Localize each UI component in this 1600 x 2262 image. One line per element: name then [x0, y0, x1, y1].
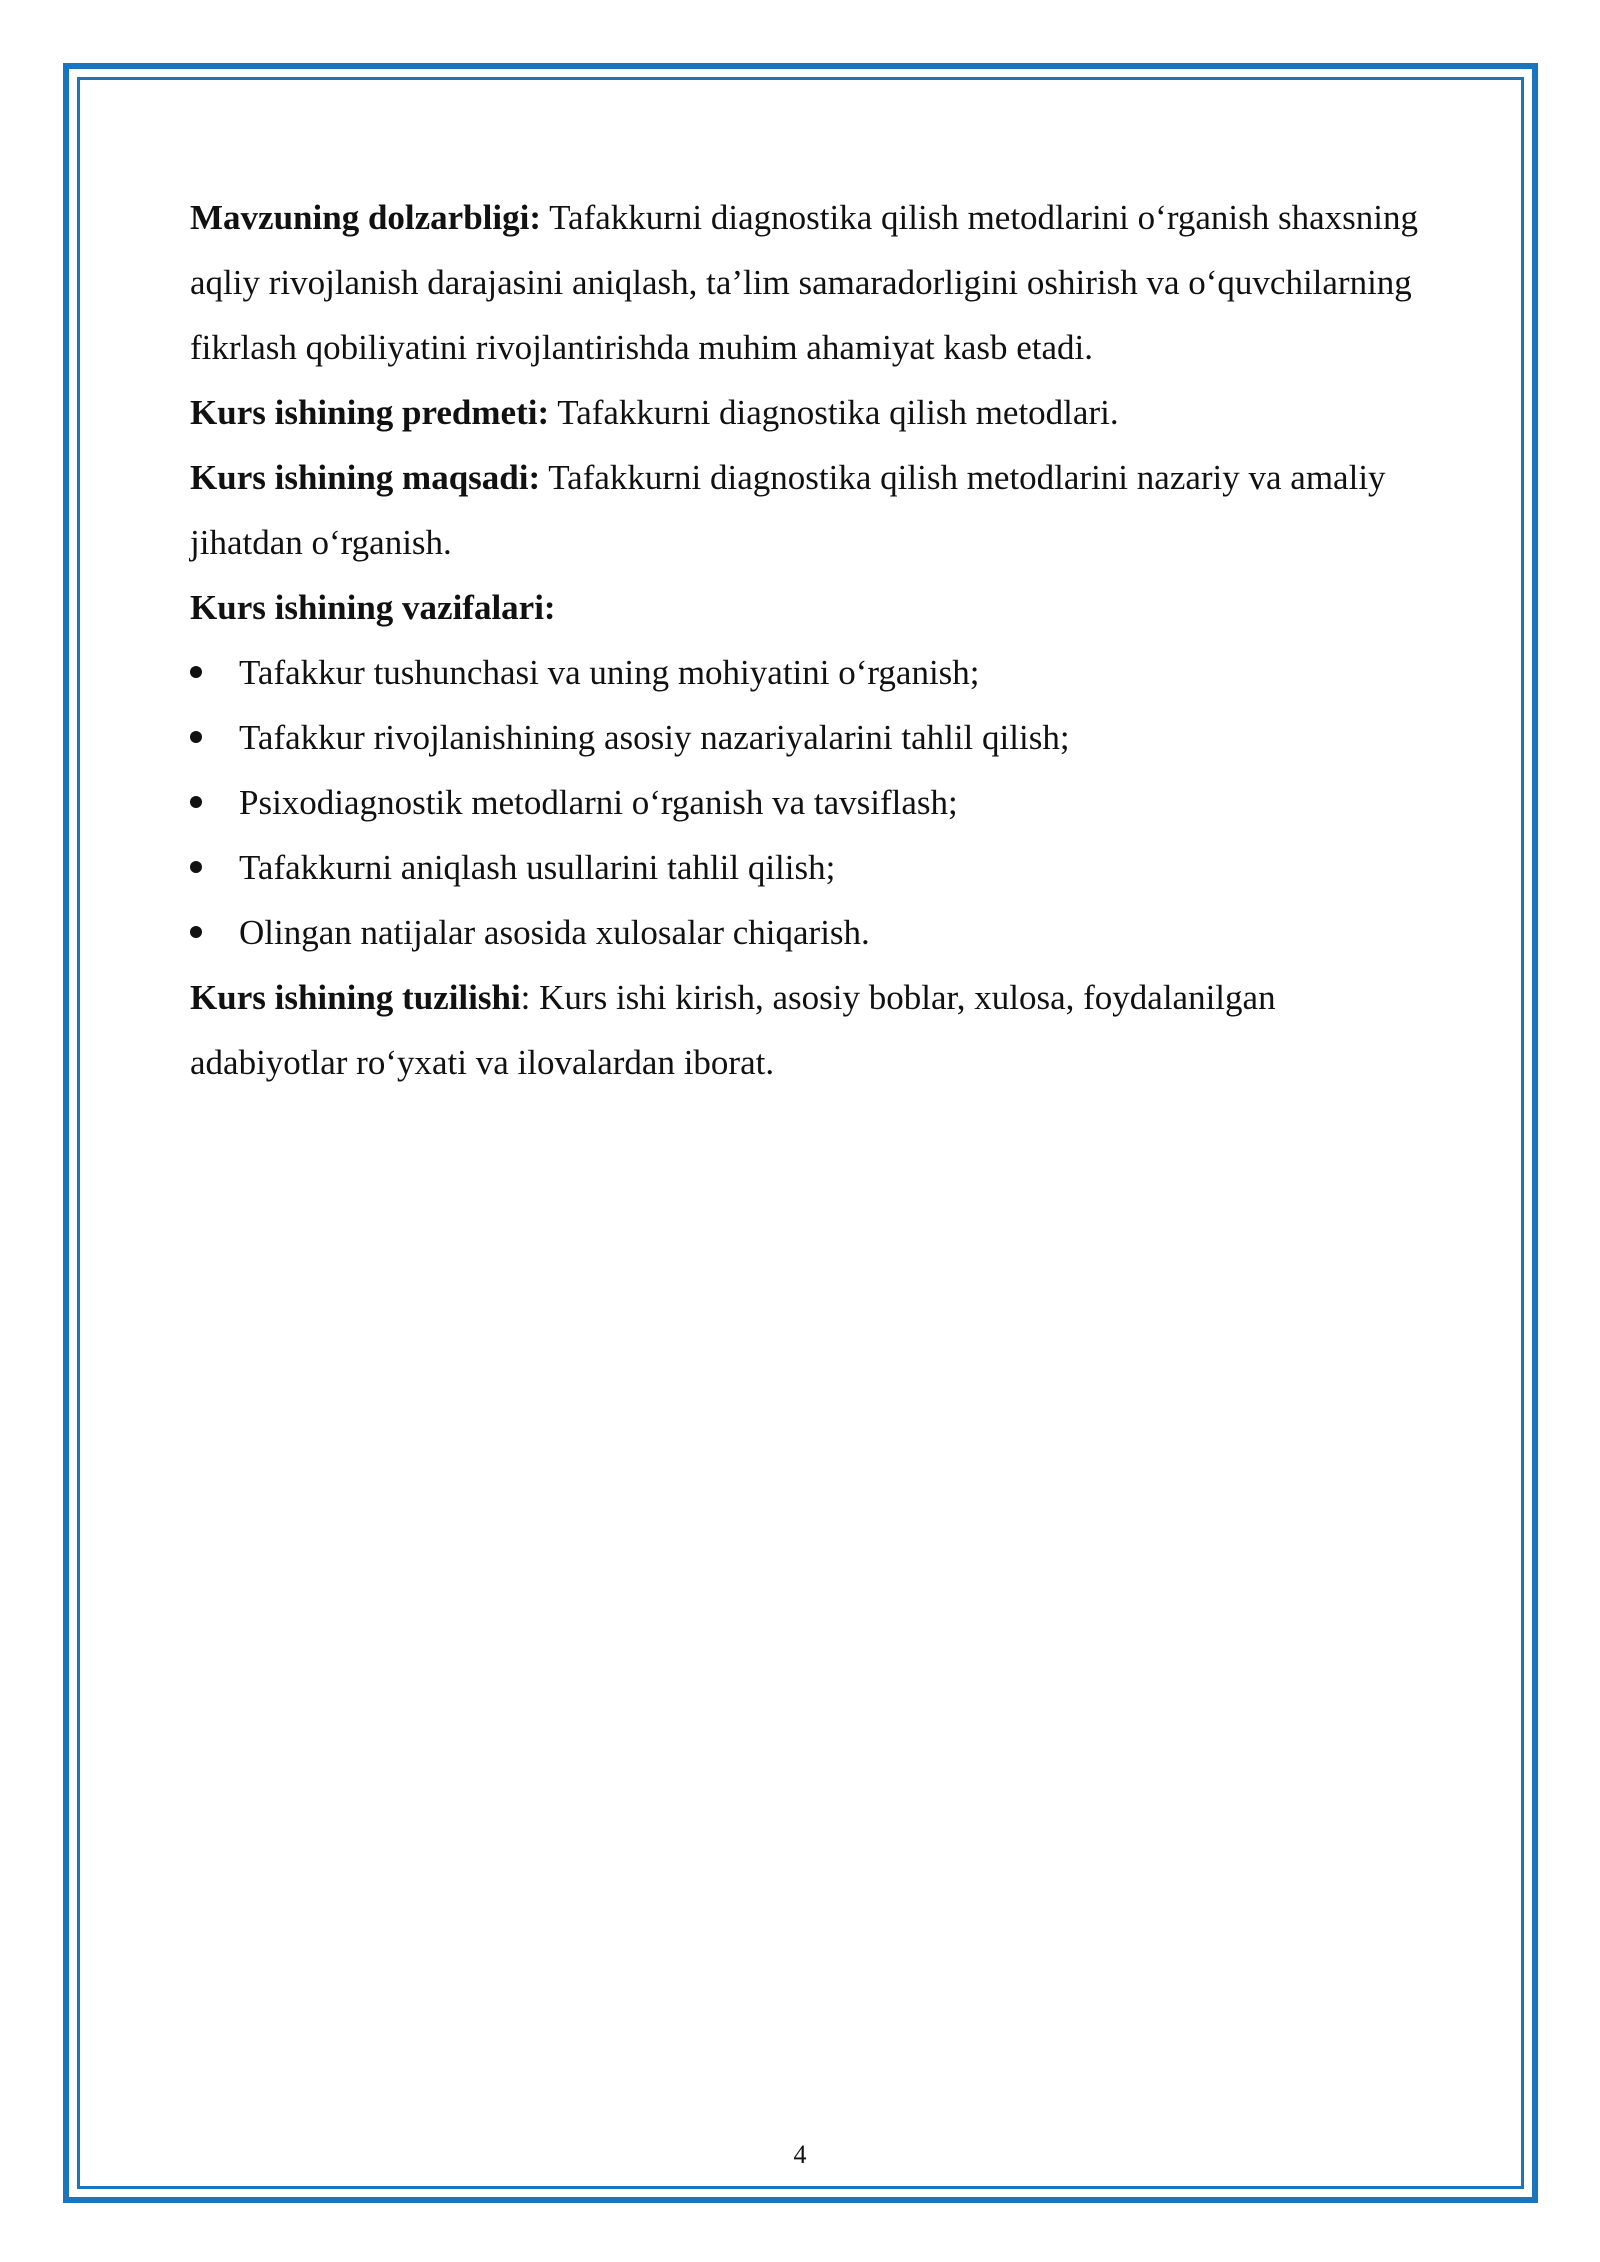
list-item: [190, 835, 1430, 900]
structure-label: Kurs ishining tuzilishi: [190, 978, 521, 1017]
subject-text: Tafakkurni diagnostika qilish metodlari.: [549, 393, 1119, 432]
subject-paragraph: [190, 380, 1430, 445]
list-item: [190, 900, 1430, 965]
structure-paragraph: [190, 965, 1430, 1095]
task-text: Tafakkurni aniqlash usullarini tahlil qilish;: [239, 848, 836, 887]
relevance-label: Mavzuning dolzarbligi:: [190, 198, 541, 237]
subject-label: Kurs ishining predmeti:: [190, 393, 550, 432]
goal-text: Tafakkurni diagnostika qilish metodlarini nazariy va amaliy jihatdan o‘rganish.: [190, 458, 1386, 562]
bullet-icon: [190, 666, 202, 678]
structure-text: : Kurs ishi kirish, asosiy boblar, xulosa, foydalanilgan adabiyotlar ro‘yxati va ilovalardan iborat.: [190, 978, 1276, 1082]
relevance-paragraph: [190, 185, 1430, 380]
list-item: [190, 640, 1430, 705]
bullet-icon: [190, 926, 202, 938]
bullet-icon: [190, 861, 202, 873]
task-text: Olingan natijalar asosida xulosalar chiqarish.: [239, 913, 870, 952]
relevance-text: Tafakkurni diagnostika qilish metodlarini o‘rganish shaxsning aqliy rivojlanish darajasini aniqlash, ta’lim samaradorligini oshirish va o‘quvchilarning fikrlash qobiliyatini rivojlantirishda muhim ahamiyat kasb etadi.: [190, 198, 1418, 367]
bullet-icon: [190, 731, 202, 743]
bullet-icon: [190, 796, 202, 808]
goal-paragraph: [190, 445, 1430, 575]
tasks-list: [190, 640, 1430, 965]
page-number: 4: [793, 2140, 807, 2169]
task-text: Tafakkur tushunchasi va uning mohiyatini o‘rganish;: [239, 653, 980, 692]
task-text: Psixodiagnostik metodlarni o‘rganish va tavsiflash;: [239, 783, 958, 822]
tasks-label: Kurs ishining vazifalari:: [190, 588, 556, 627]
list-item: [190, 770, 1430, 835]
document-body: [190, 185, 1430, 1095]
list-item: [190, 705, 1430, 770]
task-text: Tafakkur rivojlanishining asosiy nazariyalarini tahlil qilish;: [239, 718, 1070, 757]
goal-label: Kurs ishining maqsadi:: [190, 458, 541, 497]
tasks-heading: [190, 575, 1430, 640]
